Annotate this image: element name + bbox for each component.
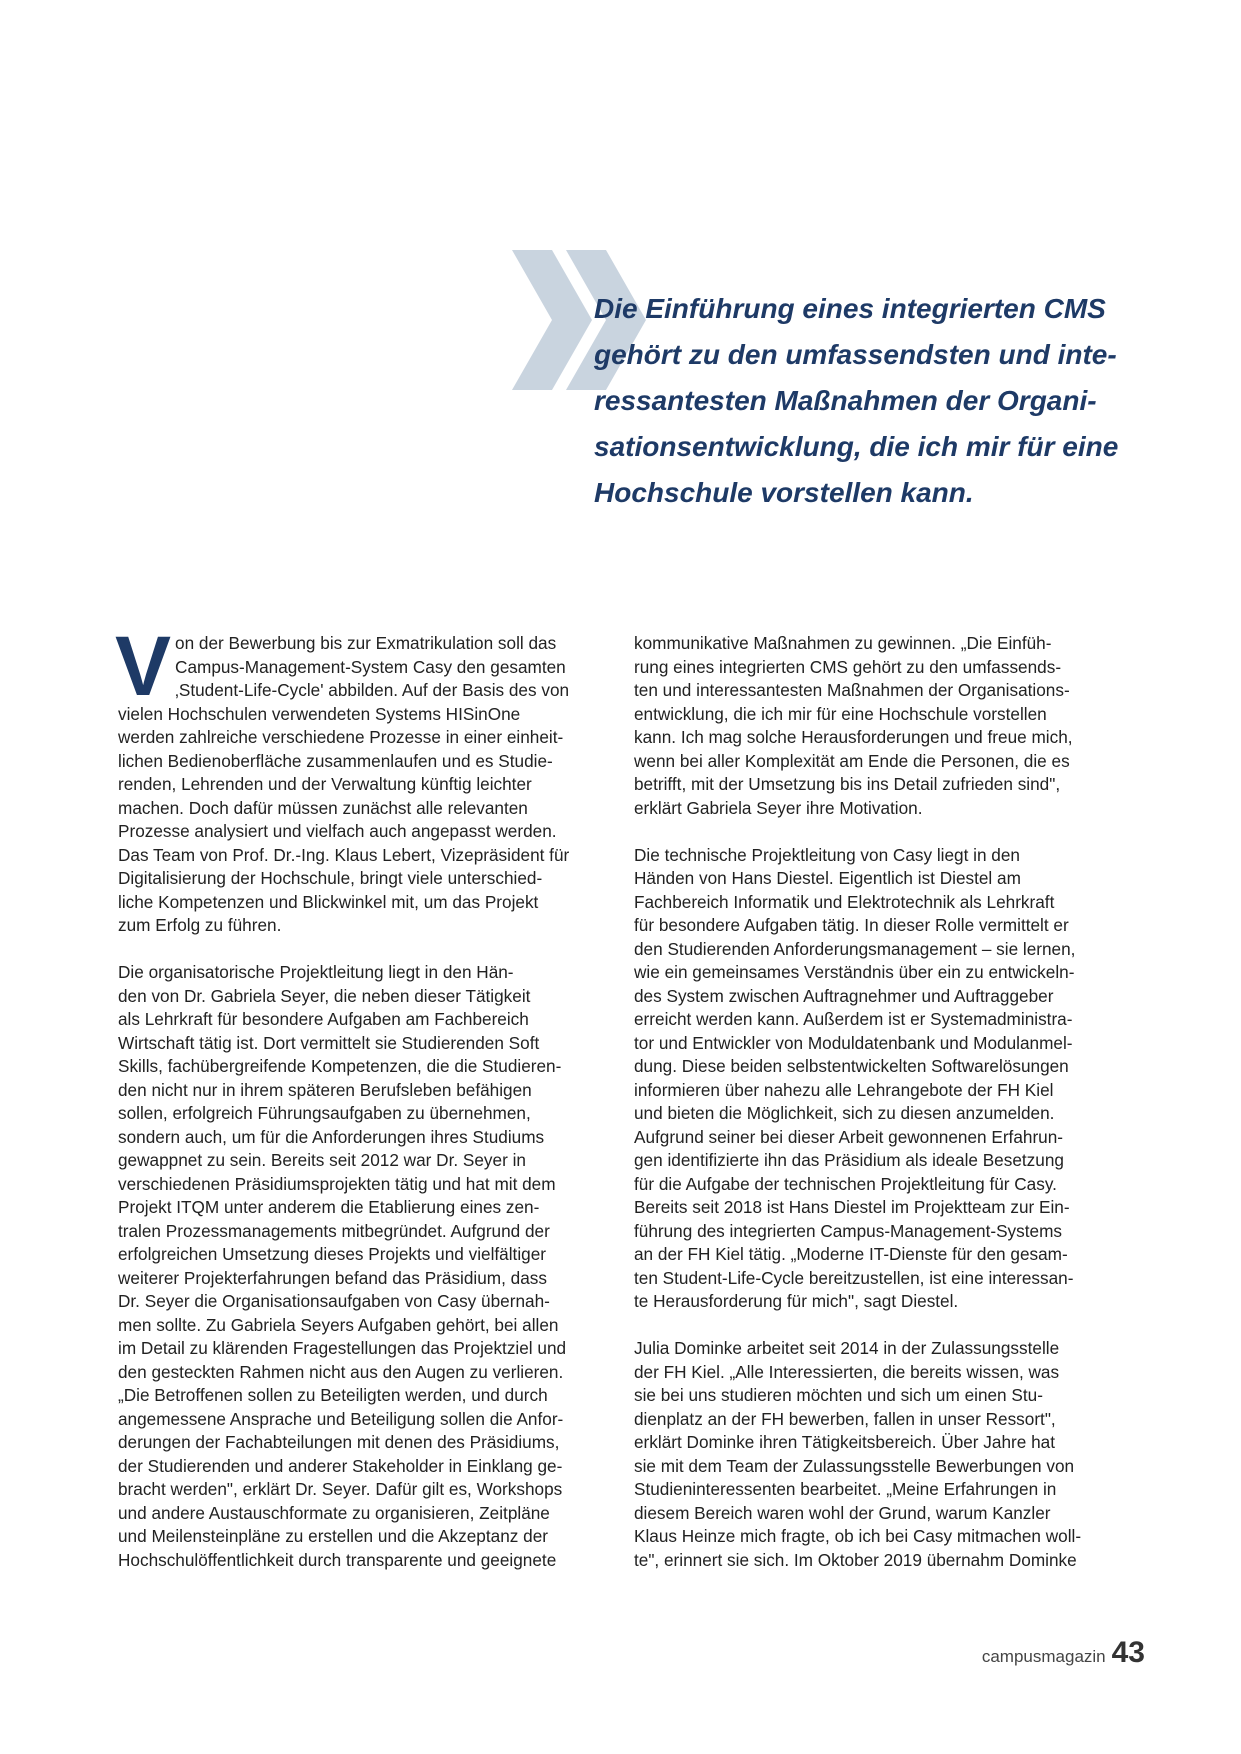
pull-quote-text: Die Einführung eines integrierten CMS gehört zu den umfassendsten und inte- ressantesten Maßnahmen der Organi- sationsentwicklung, die ich mir für eine Hochschule vorstellen kann. — [594, 293, 1119, 508]
drop-cap: V — [115, 619, 172, 713]
paragraph-text: on der Bewerbung bis zur Exmatrikulation soll das Campus-Management-System Casy den gesamten ‚Student-Life-Cycle' abbilden. Auf der Basis des von vielen Hochschulen verwendeten Systems HISinOne werden zahlreiche verschiedene Prozesse in einer einheit- lichen Bedienoberfläche zusammenlaufen und es Studie- renden, Lehrenden und der Verwaltung künftig leichter machen. Doch dafür müssen zunächst alle relevanten Prozesse analysiert und vielfach auch angepasst werden. Das Team von Prof. Dr.-Ing. Klaus Lebert, Vizepräsident für Digitalisierung der Hochschule, bringt viele unterschied- liche Kompetenzen und Blickwinkel mit, um das Projekt zum Erfolg zu führen. — [118, 633, 570, 935]
article-paragraph: Die technische Projektleitung von Casy liegt in den Händen von Hans Diestel. Eigentlich ist Diestel am Fachbereich Informatik und Elektrotechnik als Lehrkraft für besondere Aufgaben tätig. In dieser Rolle vermittelt er den Studierenden Anforderungsmanagement – sie lernen, wie ein gemeinsames Verständnis über ein zu entwickeln- des System zwischen Auftragnehmer und Auftraggeber erreicht werden kann. Außerdem ist er Systemadministra- tor und Entwickler von Moduldatenbank und Modulanmel- dung. Diese beiden selbstentwickelten Softwarelösungen informieren über nahezu alle Lehrangebote der FH Kiel und bieten die Möglichkeit, sich zu diesen anzumelden. Aufgrund seiner bei dieser Arbeit gewonnenen Erfahrun- gen identifizierte ihn das Präsidium als ideale Besetzung für die Aufgabe der technischen Projektleitung für Casy. Bereits seit 2018 ist Hans Diestel im Projektteam zur Ein- führung des integrierten Campus-Management-Systems an der FH Kiel tätig. „Moderne IT-Dienste für den gesam- ten Student-Life-Cycle bereitzustellen, ist eine interessan- te Herausforderung für mich", sagt Diestel. — [634, 844, 1076, 1311]
magazine-name: campusmagazin — [981, 1647, 1106, 1666]
article-paragraph: Julia Dominke arbeitet seit 2014 in der Zulassungsstelle der FH Kiel. „Alle Interessierten, die bereits wissen, was sie bei uns studieren möchten und sich um einen Stu- dienplatz an der FH bewerben, fallen in unser Ressort", erklärt Dominke ihren Tätigkeitsbereich. Über Jahre hat sie mit dem Team der Zulassungsstelle Bewerbungen von Studieninteressenten bearbeitet. „Meine Erfahrungen in diesem Bereich waren wohl der Grund, warum Kanzler Klaus Heinze mich fragte, ob ich bei Casy mitmachen woll- te", erinnert sie sich. Im Oktober 2019 übernahm Dominke — [634, 1338, 1082, 1570]
page-footer — [981, 1636, 1145, 1676]
article-paragraph — [115, 619, 604, 938]
article-paragraph: Die organisatorische Projektleitung liegt in den Hän- den von Dr. Gabriela Seyer, die neben dieser Tätigkeit als Lehrkraft für besondere Aufgaben am Fachbereich Wirtschaft tätig ist. Dort vermittelt sie Studierenden Soft Skills, fachübergreifende Kompetenzen, die die Studieren- den nicht nur in ihrem späteren Berufsleben befähigen sollen, erfolgreich Führungsaufgaben zu übernehmen, sondern auch, um für die Anforderungen ihres Studiums gewappnet zu sein. Bereits seit 2012 war Dr. Seyer in verschiedenen Präsidiumsprojekten tätig und hat mit dem Projekt ITQM unter anderem die Etablierung eines zen- tralen Prozessmanagements mitbegründet. Aufgrund der erfolgreichen Umsetzung dieses Projekts und vielfältiger weiterer Projekterfahrungen befand das Präsidium, dass Dr. Seyer die Organisationsaufgaben von Casy übernah- men sollte. Zu Gabriela Seyers Aufgaben gehört, bei allen im Detail zu klärenden Fragestellungen das Projektziel und den gesteckten Rahmen nicht aus den Augen zu verlieren. „Die Betroffenen sollen zu Beteiligten werden, und durch angemessene Ansprache und Beteiligung sollen die Anfor- derungen der Fachabteilungen mit denen des Präsidiums, der Studierenden und anderer Stakeholder in Einklang ge- bracht werden", erklärt Dr. Seyer. Dafür gilt es, Workshops und andere Austauschformate zu organisieren, Zeitpläne und Meilensteinpläne zu erstellen und die Akzeptanz der Hochschulöffentlichkeit durch transparente und geeignete — [118, 962, 567, 1570]
article-paragraph: kommunikative Maßnahmen zu gewinnen. „Die Einfüh- rung eines integrierten CMS gehört zu den umfassends- ten und interessantesten Maßnahmen der Organisations- entwicklung, die ich mir für eine Hochschule vorstellen kann. Ich mag solche Herausforderungen und freue mich, wenn bei aller Komplexität am Ende die Personen, die es betrifft, mit der Umsetzung bis ins Detail zufrieden sind", erklärt Gabriela Seyer ihre Motivation. — [634, 633, 1073, 818]
article-column-right — [634, 632, 1120, 1596]
article-column-left — [115, 619, 604, 1596]
page-number: 43 — [1111, 1636, 1145, 1669]
pull-quote — [510, 250, 1150, 510]
